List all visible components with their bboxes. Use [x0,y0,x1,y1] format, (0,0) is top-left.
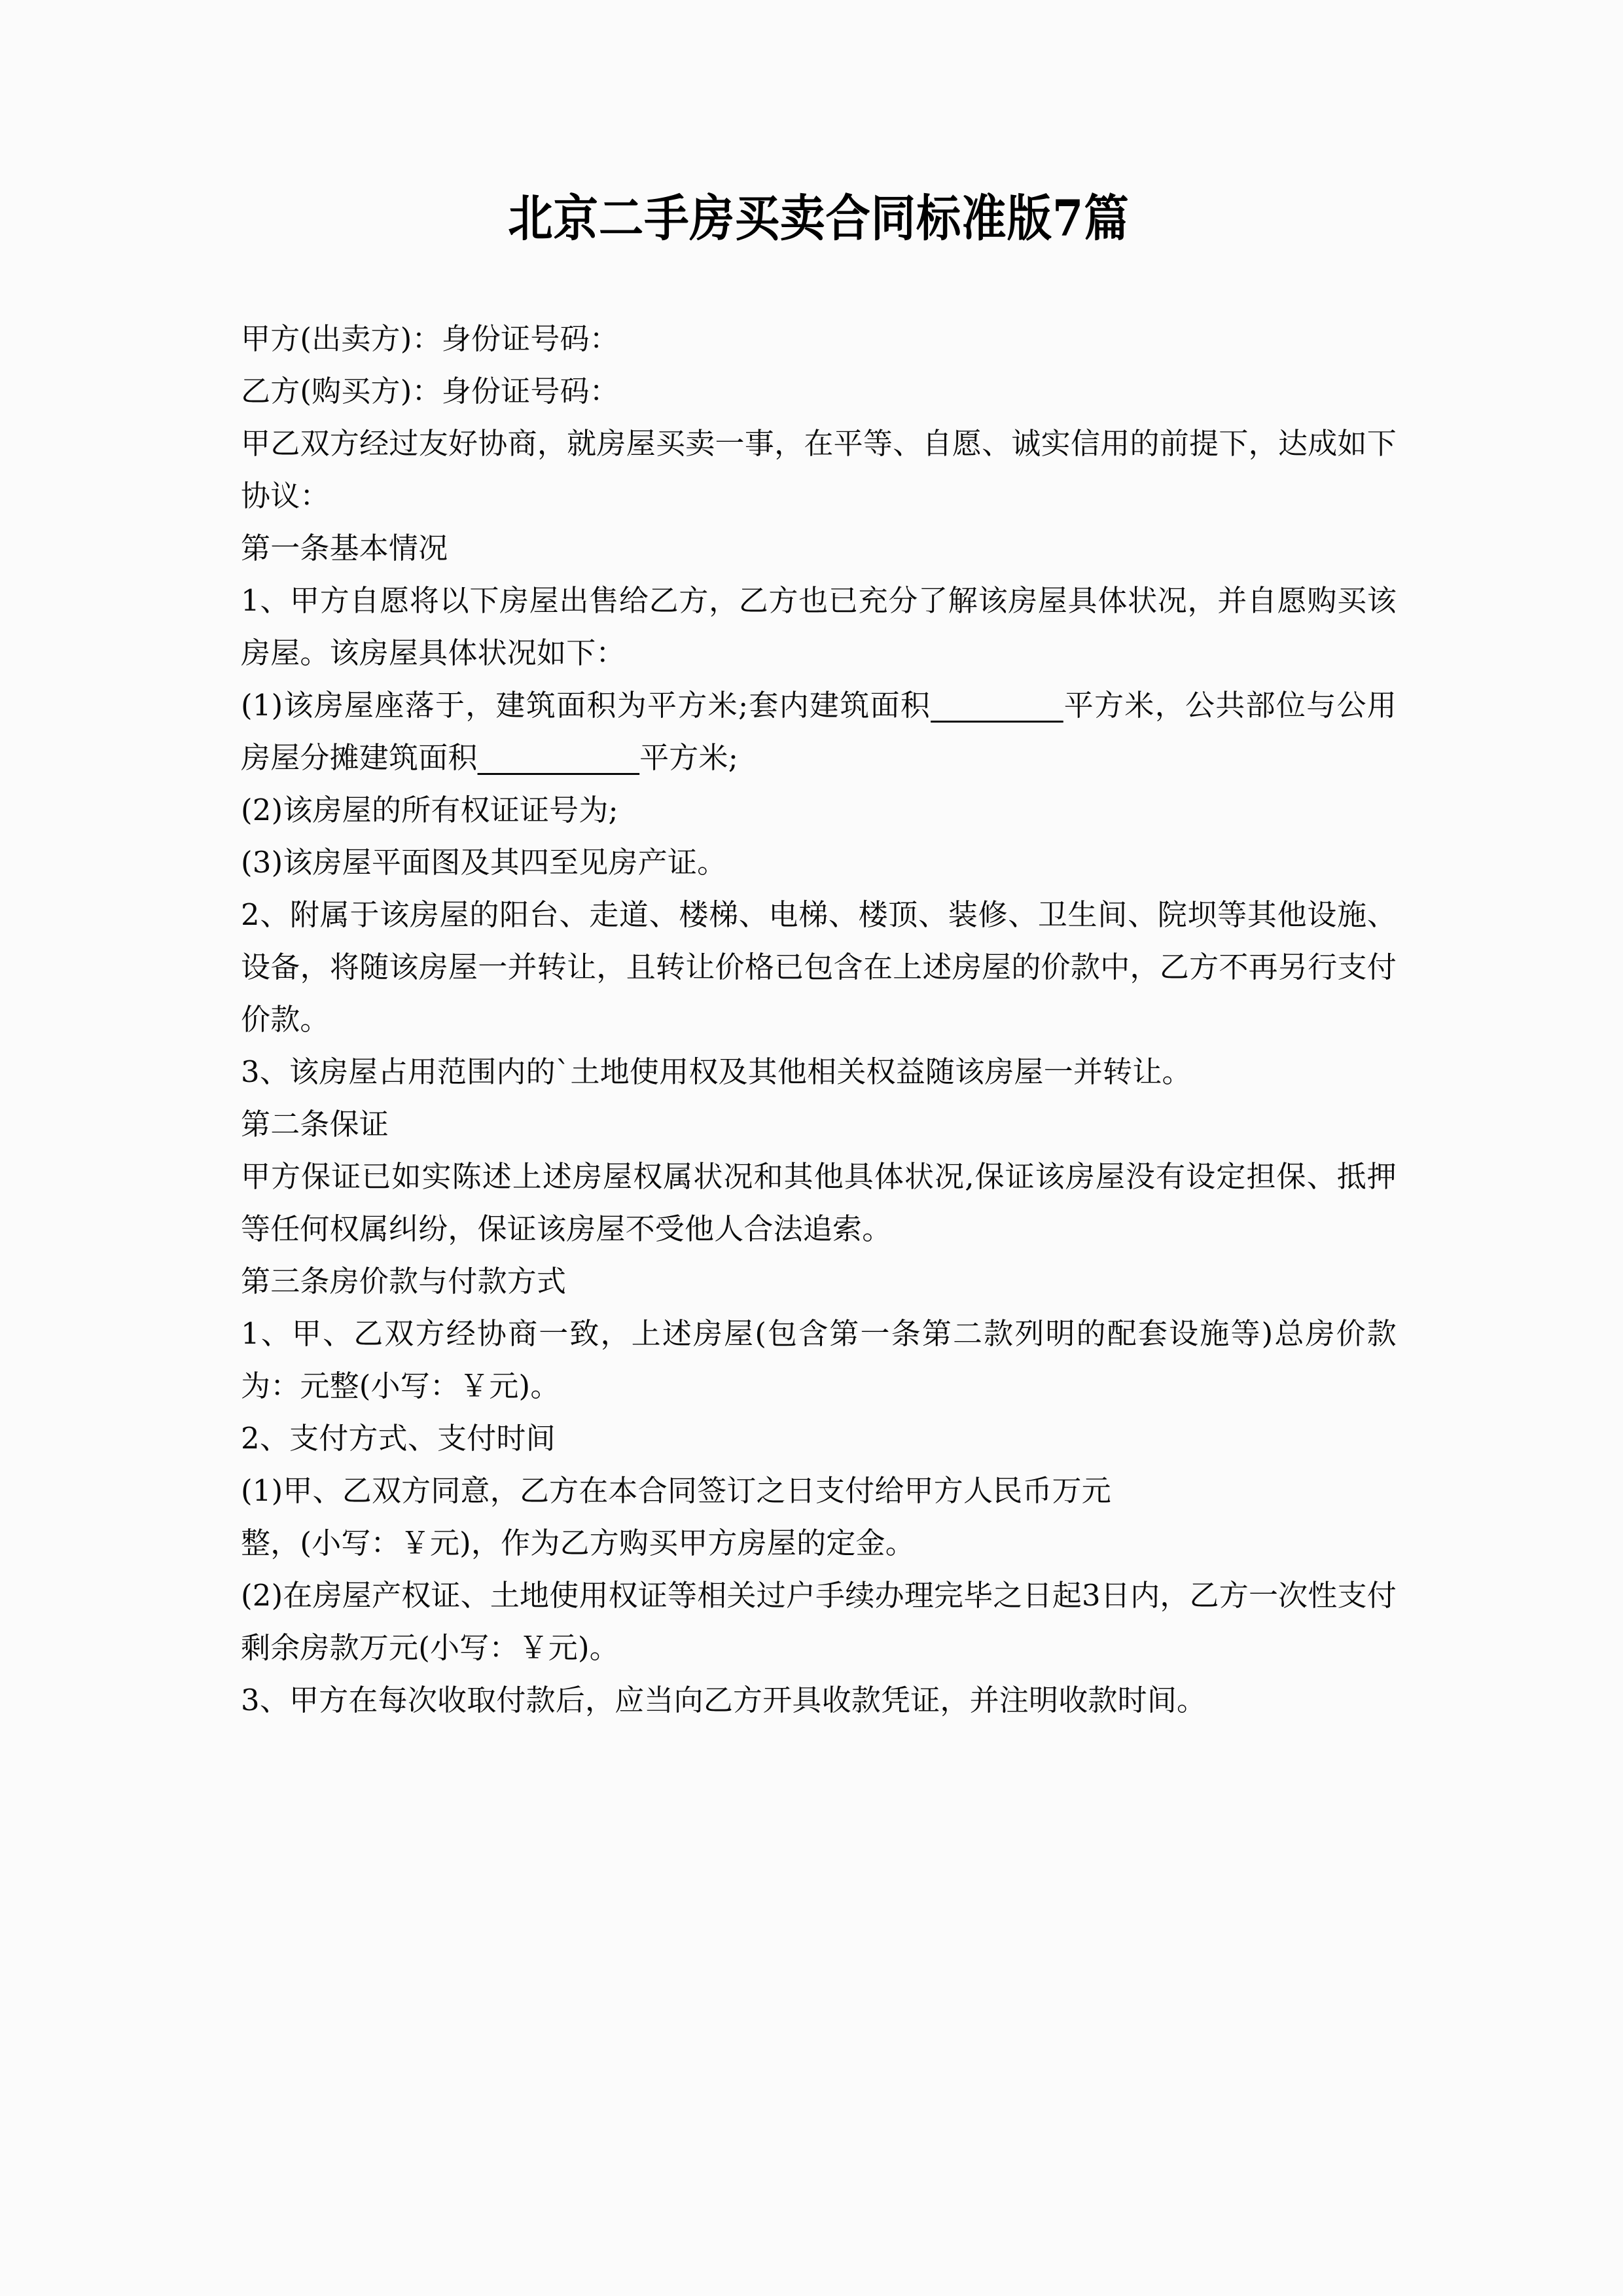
heading-text: 第二条保证 [241,1107,389,1141]
paragraph-text: 甲方(出卖方)：身份证号码： [241,321,619,356]
paragraph-preamble [241,418,1397,522]
paragraph-article1-item2 [241,889,1397,1046]
document-content [241,0,1397,1727]
heading-text: 第三条房价款与付款方式 [241,1264,567,1299]
heading-article-3 [241,1255,1397,1308]
page-title: 北京二手房买卖合同标准版7篇 [508,189,1130,247]
heading-text: 第一条基本情况 [241,531,448,565]
paragraph-text: 整，(小写：￥元)，作为乙方购买甲方房屋的定金。 [241,1526,915,1560]
paragraph-party-b [241,365,1397,418]
heading-article-2 [241,1098,1397,1151]
paragraph-article3-item2 [241,1412,1397,1465]
paragraph-article2-body [241,1151,1397,1255]
paragraph-text: (2)该房屋的所有权证证号为; [241,793,618,827]
paragraph-article1-item3 [241,1046,1397,1098]
paragraph-article1-item1-sub3 [241,836,1397,889]
paragraph-text: 1、甲方自愿将以下房屋出售给乙方，乙方也已充分了解该房屋具体状况，并自愿购买该房屋。该房屋具体状况如下： [241,583,1397,670]
blank-field-inner-area[interactable]: _________ [931,688,1063,723]
paragraph-article1-item1-sub2 [241,784,1397,836]
paragraph-text: 乙方(购买方)：身份证号码： [241,374,619,408]
paragraph-text: (1)甲、乙双方同意，乙方在本合同签订之日支付给甲方人民币万元 [241,1473,1111,1508]
blank-field-shared-area[interactable]: ___________ [477,740,640,775]
paragraph-text: 2、支付方式、支付时间 [241,1421,556,1456]
paragraph-article1-item1 [241,575,1397,679]
paragraph-text: (2)在房屋产权证、土地使用权证等相关过户手续办理完毕之日起3日内，乙方一次性支付剩余房款万元(小写：￥元)。 [241,1578,1397,1665]
paragraph-text: 甲方保证已如实陈述上述房屋权属状况和其他具体状况,保证该房屋没有设定担保、抵押等任何权属纠纷，保证该房屋不受他人合法追索。 [241,1159,1397,1246]
paragraph-article3-item3 [241,1674,1397,1727]
paragraph-article1-item1-sub1 [241,679,1397,784]
paragraph-text: 3、该房屋占用范围内的`土地使用权及其他相关权益随该房屋一并转让。 [241,1054,1192,1089]
paragraph-article3-item1 [241,1308,1397,1412]
heading-article-1 [241,522,1397,575]
paragraph-party-a [241,313,1397,365]
paragraph-text: 1、甲、乙双方经协商一致，上述房屋(包含第一条第二款列明的配套设施等)总房价款为：元整(小写：￥元)。 [241,1316,1397,1403]
paragraph-article3-item2-sub1-line1 [241,1465,1397,1517]
paragraph-text: (1)该房屋座落于，建筑面积为平方米;套内建筑面积 [241,688,931,723]
paragraph-text: (3)该房屋平面图及其四至见房产证。 [241,845,727,880]
paragraph-text: 甲乙双方经过友好协商，就房屋买卖一事，在平等、自愿、诚实信用的前提下，达成如下协议： [241,426,1397,513]
paragraph-text: 平方米; [639,740,739,775]
paragraph-text: 3、甲方在每次收取付款后，应当向乙方开具收款凭证，并注明收款时间。 [241,1683,1207,1717]
paragraph-article3-item2-sub2 [241,1570,1397,1674]
paragraph-text: 2、附属于该房屋的阳台、走道、楼梯、电梯、楼顶、装修、卫生间、院坝等其他设施、设备，将随该房屋一并转让，且转让价格已包含在上述房屋的价款中，乙方不再另行支付价款。 [241,897,1397,1037]
paragraph-text: 平方米，公共部位与公用房屋分摊建筑面积 [241,688,1397,775]
paragraph-article3-item2-sub1-line2 [241,1517,1397,1570]
